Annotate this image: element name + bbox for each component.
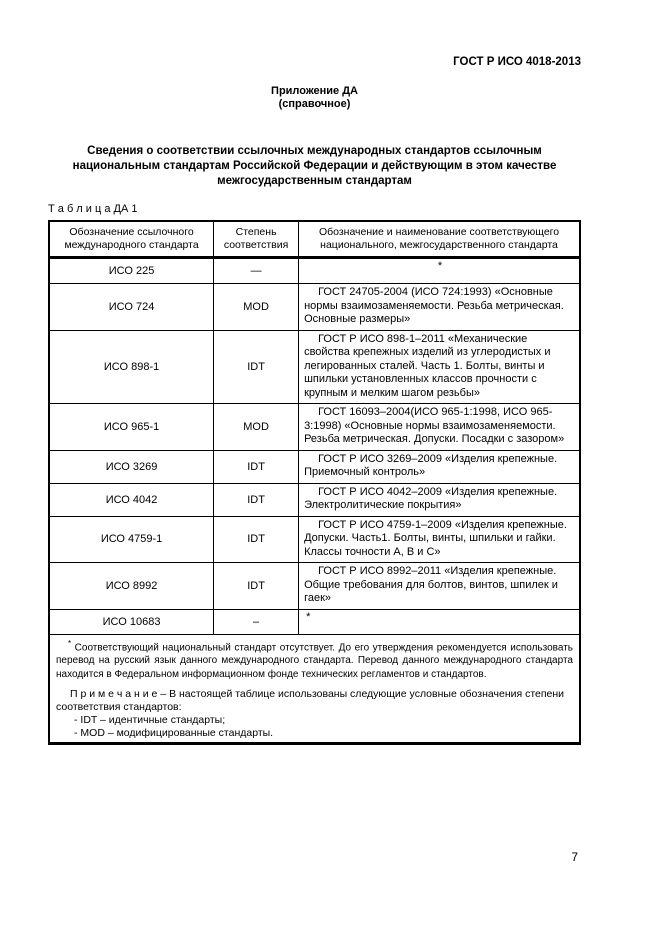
degree-cell: IDT — [214, 516, 299, 563]
footnote-marker: * — [68, 638, 72, 648]
col-header-reference-standard: Обозначение ссылочного международного стандарта — [49, 221, 214, 258]
reference-standard-cell: ИСО 898-1 — [49, 330, 214, 404]
table-row — [49, 563, 580, 610]
table-footnote — [56, 637, 573, 682]
table-label: Т а б л и ц а ДА 1 — [48, 203, 138, 215]
reference-standard-cell: ИСО 10683 — [49, 609, 214, 634]
reference-standard-cell: ИСО 965-1 — [49, 404, 214, 451]
degree-cell: – — [214, 609, 299, 634]
table-row — [49, 609, 580, 634]
national-standard-cell: * — [299, 609, 580, 634]
note-text: – В настоящей таблице использованы следующие условные обозначения степени соответствия стандартов: — [56, 688, 565, 714]
table-header-row — [49, 221, 580, 258]
table-note — [56, 688, 573, 714]
reference-standard-cell: ИСО 4042 — [49, 483, 214, 516]
annex-label: Приложение ДА — [271, 85, 358, 97]
page-content — [48, 0, 581, 936]
table-row — [49, 516, 580, 563]
reference-standard-cell: ИСО 3269 — [49, 450, 214, 483]
reference-standard-cell: ИСО 724 — [49, 284, 214, 331]
col-header-national-standard: Обозначение и наименование соответствующего национального, межгосударственного стандарта — [299, 221, 580, 258]
table-row — [49, 330, 580, 404]
page-number: 7 — [571, 850, 578, 864]
degree-cell: IDT — [214, 330, 299, 404]
degree-cell: MOD — [214, 404, 299, 451]
table-body — [49, 258, 580, 635]
note-item-mod: - MOD – модифицированные стандарты. — [74, 727, 274, 740]
national-standard-cell: ГОСТ Р ИСО 4042–2009 «Изделия крепежные. Электролитические покрытия» — [299, 483, 580, 516]
page-title: Сведения о соответствии ссылочных международных стандартов ссылочным национальным стандартам Российской Федерации и действующим в этом качестве межгосударственным стандартам — [72, 145, 557, 187]
table-row — [49, 450, 580, 483]
national-standard-cell: ГОСТ Р ИСО 8992–2011 «Изделия крепежные. Общие требования для болтов, винтов, шпилек и гаек» — [299, 563, 580, 610]
reference-standard-cell: ИСО 4759-1 — [49, 516, 214, 563]
table-notes-cell — [49, 634, 580, 744]
national-standard-cell: ГОСТ 16093–2004(ИСО 965-1:1998, ИСО 965-3:1998) «Основные нормы взаимозаменяемости. Резьба метрическая. Допуски. Посадки с зазором» — [299, 404, 580, 451]
degree-cell: — — [214, 258, 299, 284]
degree-cell: IDT — [214, 563, 299, 610]
national-standard-cell: ГОСТ Р ИСО 3269–2009 «Изделия крепежные. Приемочный контроль» — [299, 450, 580, 483]
note-item-idt: - IDT – идентичные стандарты; — [74, 714, 226, 727]
degree-cell: MOD — [214, 284, 299, 331]
degree-cell: IDT — [214, 450, 299, 483]
degree-cell: IDT — [214, 483, 299, 516]
table-row — [49, 404, 580, 451]
reference-standard-cell: ИСО 8992 — [49, 563, 214, 610]
table-footnote-row — [49, 634, 580, 744]
correspondence-table — [48, 220, 581, 745]
footnote-text: Соответствующий национальный стандарт отсутствует. До его утверждения рекомендуется использовать перевод на русский язык данного международного стандарта. Перевод данного международного стандарта находится в Федеральном информационном фонде технических регламентов и стандартов. — [56, 641, 573, 680]
national-standard-cell: ГОСТ Р ИСО 4759-1–2009 «Изделия крепежные. Допуски. Часть1. Болты, винты, шпильки и гайки. Классы точности А, В и С» — [299, 516, 580, 563]
annex-kind: (справочное) — [278, 98, 351, 110]
table-row — [49, 258, 580, 284]
national-standard-cell: ГОСТ 24705-2004 (ИСО 724:1993) «Основные нормы взаимозаменяемости. Резьба метрическая. Основные размеры» — [299, 284, 580, 331]
reference-standard-cell: ИСО 225 — [49, 258, 214, 284]
national-standard-cell: ГОСТ Р ИСО 898-1–2011 «Механические свойства крепежных изделий из углеродистых и легированных сталей. Часть 1. Болты, винты и шпильки установленных классов прочности с крупным и мелким шагом резьбы» — [299, 330, 580, 404]
col-header-degree: Степень соответствия — [214, 221, 299, 258]
table-row — [49, 483, 580, 516]
table-notes-section — [49, 634, 580, 744]
national-standard-cell: * — [299, 258, 580, 284]
note-label: П р и м е ч а н и е — [70, 688, 158, 701]
table-row — [49, 284, 580, 331]
doc-number: ГОСТ Р ИСО 4018-2013 — [453, 56, 581, 68]
